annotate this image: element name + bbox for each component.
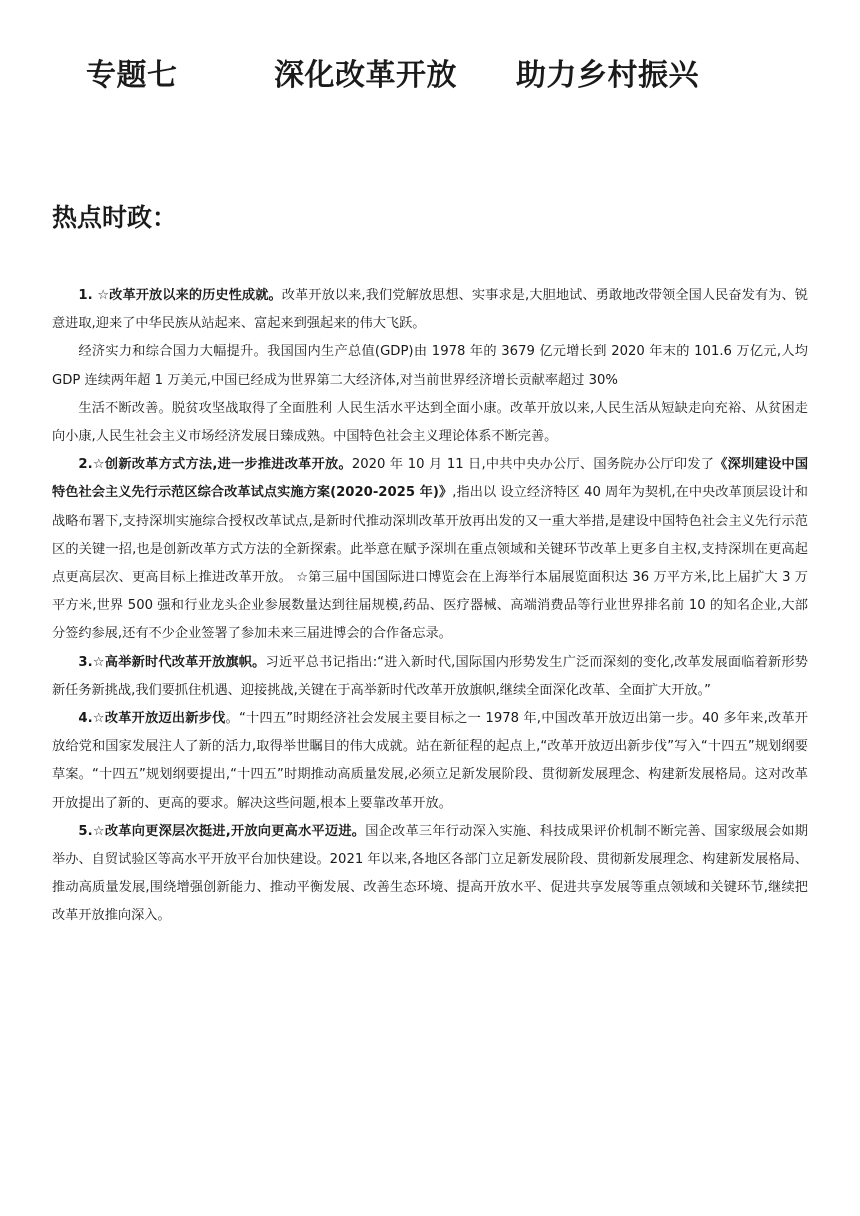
paragraph-2-lead: 2.☆创新改革方式方法,进一步推进改革开放。 [78,457,352,473]
title-topic-number: 专题七 [86,58,178,93]
paragraph-1-text: 改革开放以来,我们党解放思想、实事求是,大胆地试、勇敢地改带领全国人民奋发有为、锐意进取,迎来了中华民族从站起来、富起来到强起来的伟大飞跃。 [52,288,808,332]
paragraph-2-text-a: 2020 年 10 月 11 日,中共中央办公厅、国务院办公厅印发了 [351,457,715,473]
paragraph-4 [52,705,808,818]
paragraph-1 [52,282,808,338]
paragraph-4-lead: 4.☆改革开放迈出新步伐 [78,711,226,727]
paragraph-5-text: 国企改革三年行动深入实施、科技成果评价机制不断完善、国家级展会如期举办、自贸试验区等高水平开放平台加快建设。2021 年以来,各地区各部门立足新发展阶段、贯彻新发展理念、构建新发展格局、推动高质量发展,围绕增强创新能力、推动平衡发展、改善生态环境、提高开放水平、促进共享发展等重点领域和关键环节,继续把改革开放推向深入。 [52,823,808,924]
page-title [86,52,786,100]
title-theme-rural: 助力乡村振兴 [516,58,699,93]
paragraph-3-lead: 3.☆高举新时代改革开放旗帜。 [78,654,266,670]
paragraph-1-lead: 1. ☆改革开放以来的历史性成就。 [78,288,282,303]
paragraph-1b: 经济实力和综合国力大幅提升。我国国内生产总值(GDP)由 1978 年的 3679 亿元增长到 2020 年末的 101.6 万亿元,人均 GDP 连续两年超 1 万美元,中国已经成为世界第二大经济体,对当前世界经济增长贡献率超过 30% [52,344,808,388]
paragraph-3-text: 习近平总书记指出:“进入新时代,国际国内形势发生广泛而深刻的变化,改革发展面临着新形势新任务新挑战,我们要抓住机遇、迎接挑战,关键在于高举新时代改革开放旗帜,继续全面深化改革、全面扩大开放。” [52,654,808,698]
paragraph-5 [52,818,808,931]
paragraph-2-text-b: ,指出以 设立经济特区 40 周年为契机,在中央改革顶层设计和战略布署下,支持深圳实施综合授权改革试点,是新时代推动深圳改革开放再出发的又一重大举措,是建设中国特色社会主义先行示范区的关键一招,也是创新改革方式方法的全新探索。此举意在赋予深圳在重点领域和关键环节改革上更多自主权,支持深圳在更高起点更高层次、更高目标上推进改革开放。 ☆第三届中国国际进口博览会在上海举行本届展览面积达 36 万平方米,比上届扩大 3 万平方米,世界 500 强和行业龙头企业参展数量达到往届规模,药品、医疗器械、高端消费品等行业世界排名前 10 的知名企业,大部分签约参展,还有不少企业签署了参加未来三届进博会的合作备忘录。 [52,485,808,642]
paragraph-5-lead: 5.☆改革向更深层次挺进,开放向更高水平迈进。 [78,823,366,839]
title-theme-reform: 深化改革开放 [274,58,457,93]
document-body [52,282,808,931]
paragraph-2 [52,451,808,648]
paragraph-1c: 生活不断改善。脱贫攻坚战取得了全面胜利 人民生活水平达到全面小康。改革开放以来,人民生活从短缺走向充裕、从贫困走向小康,人民生社会主义市场经济发展日臻成熟。中国特色社会主义理论体系不断完善。 [52,400,808,445]
section-heading: 热点时政： [52,203,178,232]
paragraph-4-text: 。“十四五”时期经济社会发展主要目标之一 1978 年,中国改革开放迈出第一步。40 多年来,改革开放给党和国家发展注人了新的活力,取得举世瞩目的伟大成就。站在新征程的起点上,“改革开放迈出新步伐”写入“十四五”规划纲要草案。“十四五”规划纲要提出,“十四五”时期推动高质量发展,必须立足新发展阶段、贯彻新发展理念、构建新发展格局。这对改革开放提出了新的、更高的要求。解决这些问题,根本上要靠改革开放。 [52,711,808,811]
paragraph-3 [52,649,808,705]
paragraph-2-document-title: 《深圳建设中国特色社会主义先行示范区综合改革试点实施方案(2020-2025 年)》 [52,457,809,501]
